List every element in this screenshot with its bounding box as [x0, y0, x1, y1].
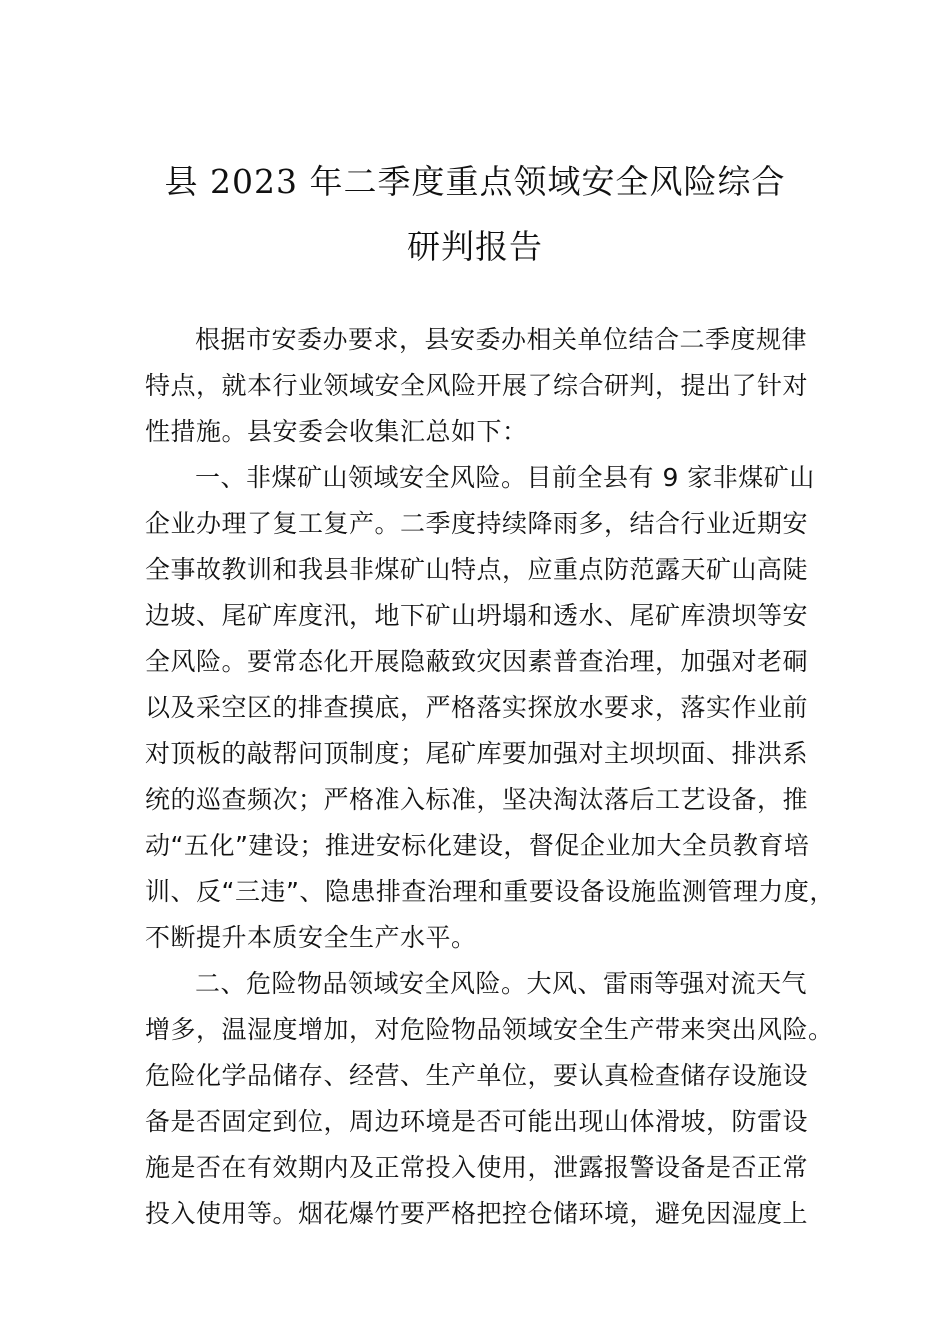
paragraph-section-1 [145, 455, 835, 961]
paragraph-line: 训、反“三违”、隐患排查治理和重要设备设施监测管理力度， [145, 877, 835, 906]
paragraph-line: 增多，温湿度增加，对危险物品领域安全生产带来突出风险。 [145, 1015, 834, 1044]
paragraph-line: 动“五化”建设；推进安标化建设，督促企业加大全员教育培 [145, 831, 810, 860]
paragraph-line: 施是否在有效期内及正常投入使用，泄露报警设备是否正常 [145, 1153, 809, 1182]
paragraph-line: 对顶板的敲帮问顶制度；尾矿库要加强对主坝坝面、排洪系 [145, 739, 809, 768]
paragraph-line: 全风险。要常态化开展隐蔽致灾因素普查治理，加强对老硐 [145, 647, 809, 676]
paragraph-line: 边坡、尾矿库度汛，地下矿山坍塌和透水、尾矿库溃坝等安 [145, 601, 809, 630]
paragraph-line: 根据市安委办要求，县安委办相关单位结合二季度规律 [195, 325, 808, 354]
paragraph-line: 统的巡查频次；严格准入标准，坚决淘汰落后工艺设备，推 [145, 785, 809, 814]
document-title-line-1: 县 2023 年二季度重点领域安全风险综合 [164, 162, 786, 201]
paragraph-line: 以及采空区的排查摸底，严格落实探放水要求，落实作业前 [145, 693, 809, 722]
paragraph-intro [145, 317, 810, 455]
paragraph-line: 备是否固定到位，周边环境是否可能出现山体滑坡，防雷设 [145, 1107, 809, 1136]
paragraph-line: 企业办理了复工复产。二季度持续降雨多，结合行业近期安 [145, 509, 809, 538]
document-title-line-2: 研判报告 [407, 227, 543, 266]
paragraph-line: 不断提升本质安全生产水平。 [145, 923, 477, 952]
paragraph-line: 投入使用等。烟花爆竹要严格把控仓储环境，避免因湿度上 [145, 1199, 809, 1228]
paragraph-line: 危险化学品储存、经营、生产单位，要认真检查储存设施设 [145, 1061, 809, 1090]
paragraph-section-2 [145, 961, 834, 1237]
paragraph-line: 全事故教训和我县非煤矿山特点，应重点防范露天矿山高陡 [145, 555, 809, 584]
paragraph-line: 二、危险物品领域安全风险。大风、雷雨等强对流天气 [195, 969, 808, 998]
paragraph-line: 一、非煤矿山领域安全风险。目前全县有 9 家非煤矿山 [195, 463, 815, 492]
paragraph-line: 性措施。县安委会收集汇总如下： [145, 417, 528, 446]
paragraph-line: 特点，就本行业领域安全风险开展了综合研判，提出了针对 [145, 371, 809, 400]
